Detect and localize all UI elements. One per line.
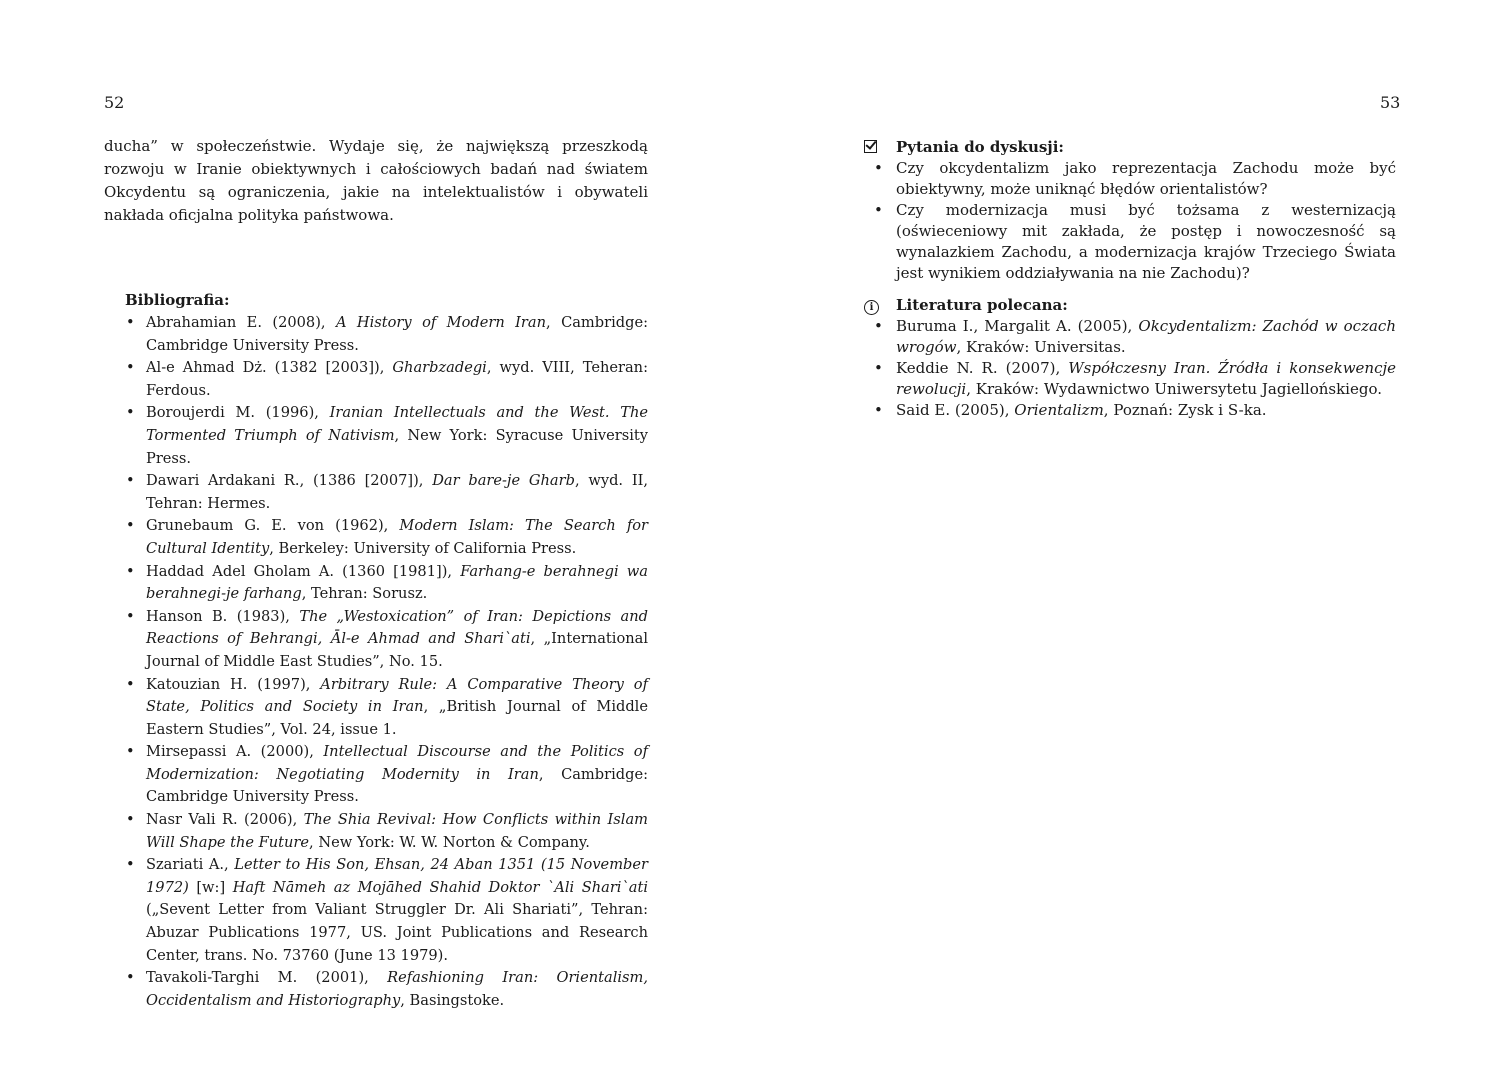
bibliography-entry [104,402,648,470]
discussion-heading [864,137,1396,158]
discussion-heading-label: Pytania do dyskusji: [896,138,1064,156]
entry-title: Orientalizm [1014,401,1104,419]
entry-collection-title: Haft Nāmeh az Mojāhed Shahid Doktor `Ali Shari`ati [232,878,648,896]
entry-author: Boroujerdi M. (1996), [146,404,330,422]
entry-title: A History of Modern Iran [335,314,547,331]
bibliography-entry [104,967,648,1012]
entry-author: Tavakoli-Targhi M. (2001), [146,969,388,987]
entry-title: Farhang-e berahnegi wa berahnegi-je farhang [146,562,649,603]
info-icon: i [864,300,879,315]
discussion-question: • Czy okcydentalizm jako reprezentacja Zachodu może być obiektywny, może uniknąć błędów orientalistów? [864,158,1396,200]
left-page-body [104,135,648,1012]
literature-heading [864,295,1396,316]
entry-publisher: , „International Journal of Middle East Studies”, No. 15. [146,630,648,670]
bibliography-entry [104,357,648,402]
entry-title: Iranian Intellectuals and the West. The Tormented Triumph of Nativism [146,404,648,444]
bibliography-list [104,312,648,1012]
entry-publisher: , Berkeley: University of California Press. [269,539,577,557]
literature-heading-label: Literatura polecana: [896,296,1068,314]
entry-title: Modern Islam: The Search for Cultural Identity [146,517,648,557]
entry-author: Mirsepassi A. (2000), [146,743,324,761]
bibliography-entry [104,606,648,674]
literature-list [864,316,1396,421]
entry-title: Współczesny Iran. Źródła i konsekwencje rewolucji [896,359,1396,398]
entry-author: Buruma I., Margalit A. (2005), [896,317,1139,335]
literature-entry [864,316,1396,358]
entry-author: Abrahamian E. (2008), [146,314,336,331]
entry-publisher: , Tehran: Sorusz. [301,585,428,603]
discussion-list [864,158,1396,284]
page-number-left: 52 [104,93,125,112]
entry-publisher: , wyd. VIII, Teheran: Ferdous. [146,359,648,399]
bibliography-entry [104,312,648,357]
bibliography-entry [104,515,648,560]
checkbox-icon [864,140,877,153]
entry-publisher: , New York: Syracuse University Press. [146,426,648,467]
entry-publisher: , Basingstoke. [400,991,505,1009]
entry-title: Refashioning Iran: Orientalism, Occidentalism and Historiography [146,969,648,1009]
entry-title: Intellectual Discourse and the Politics of Modernization: Negotiating Modernity in Iran [146,743,648,783]
entry-title: Arbitrary Rule: A Comparative Theory of State, Politics and Society in Iran [146,675,648,716]
bibliography-entry [104,809,648,854]
bibliography-entry [104,674,648,742]
discussion-question: • Czy modernizacja musi być tożsama z westernizacją (oświeceniowy mit zakłada, że postęp i nowoczesność są wynalazkiem Zachodu, a modernizacja krajów Trzeciego Świata jest wynikiem oddziaływania na nie Zachodu)? [864,200,1396,284]
page-number-right: 53 [1380,93,1401,112]
entry-publisher: , wyd. II, Tehran: Hermes. [146,472,648,512]
bibliography-entry [104,561,648,606]
entry-publisher: („Sevent Letter from Valiant Struggler Dr. Ali Shariati”, Tehran: Abuzar Publications 1977, US. Joint Publications and Research Center, trans. No. 73760 (June 13 1979). [146,901,648,964]
entry-author: Keddie N. R. (2007), [896,359,1069,377]
entry-title: Okcydentalizm: Zachód w oczach wrogów [896,317,1396,356]
entry-publisher: , Cambridge: Cambridge University Press. [146,314,648,354]
bibliography-entry [104,854,648,967]
entry-author: Katouzian H. (1997), [146,675,321,693]
entry-title: Dar bare-je Gharb [432,472,575,490]
checkbox-icon-wrap [864,137,896,158]
entry-author: Nasr Vali R. (2006), [146,811,304,829]
entry-publisher: , „British Journal of Middle Eastern Studies”, Vol. 24, issue 1. [146,698,648,738]
entry-author: Hanson B. (1983), [146,607,300,625]
info-icon-wrap [864,295,896,316]
intro-paragraph: ducha” w społeczeństwie. Wydaje się, że największą przeszkodą rozwoju w Iranie obiektywnych i całościowych badań nad światem Okcydentu są ograniczenia, jakie na intelektualistów i obywateli nakłada oficjalna polityka państwowa. [104,137,648,224]
entry-author: Said E. (2005), [896,401,1015,419]
entry-publisher: , Kraków: Universitas. [956,338,1126,356]
entry-title: Letter to His Son, Ehsan, 24 Aban 1351 (15 November 1972) [146,856,648,896]
entry-publisher: , New York: W. W. Norton & Company. [309,833,590,851]
entry-author: Al-e Ahmad Dż. (1382 [2003]), [146,359,393,377]
entry-author: Haddad Adel Gholam A. (1360 [1981]), [146,562,461,580]
bibliography-entry [104,741,648,809]
entry-title: The „Westoxication” of Iran: Depictions and Reactions of Behrangi, Āl-e Ahmad and Shari`ati [146,607,648,648]
entry-publisher: , Poznań: Zysk i S-ka. [1103,401,1267,419]
literature-entry [864,400,1396,421]
right-page-body [864,137,1396,421]
entry-author: Dawari Ardakani R., (1386 [2007]), [146,472,433,490]
entry-publisher: , Cambridge: Cambridge University Press. [146,765,648,806]
bibliography-entry [104,470,648,515]
literature-entry [864,358,1396,400]
entry-publisher: , Kraków: Wydawnictwo Uniwersytetu Jagiellońskiego. [966,380,1382,398]
entry-connector: [w:] [188,878,233,896]
entry-title: The Shia Revival: How Conflicts within Islam Will Shape the Future [146,811,648,851]
entry-author: Szariati A., [146,856,235,874]
entry-author: Grunebaum G. E. von (1962), [146,517,400,535]
bibliography-heading: Bibliografia: [125,291,230,309]
entry-title: Gharbzadegi [392,359,487,377]
